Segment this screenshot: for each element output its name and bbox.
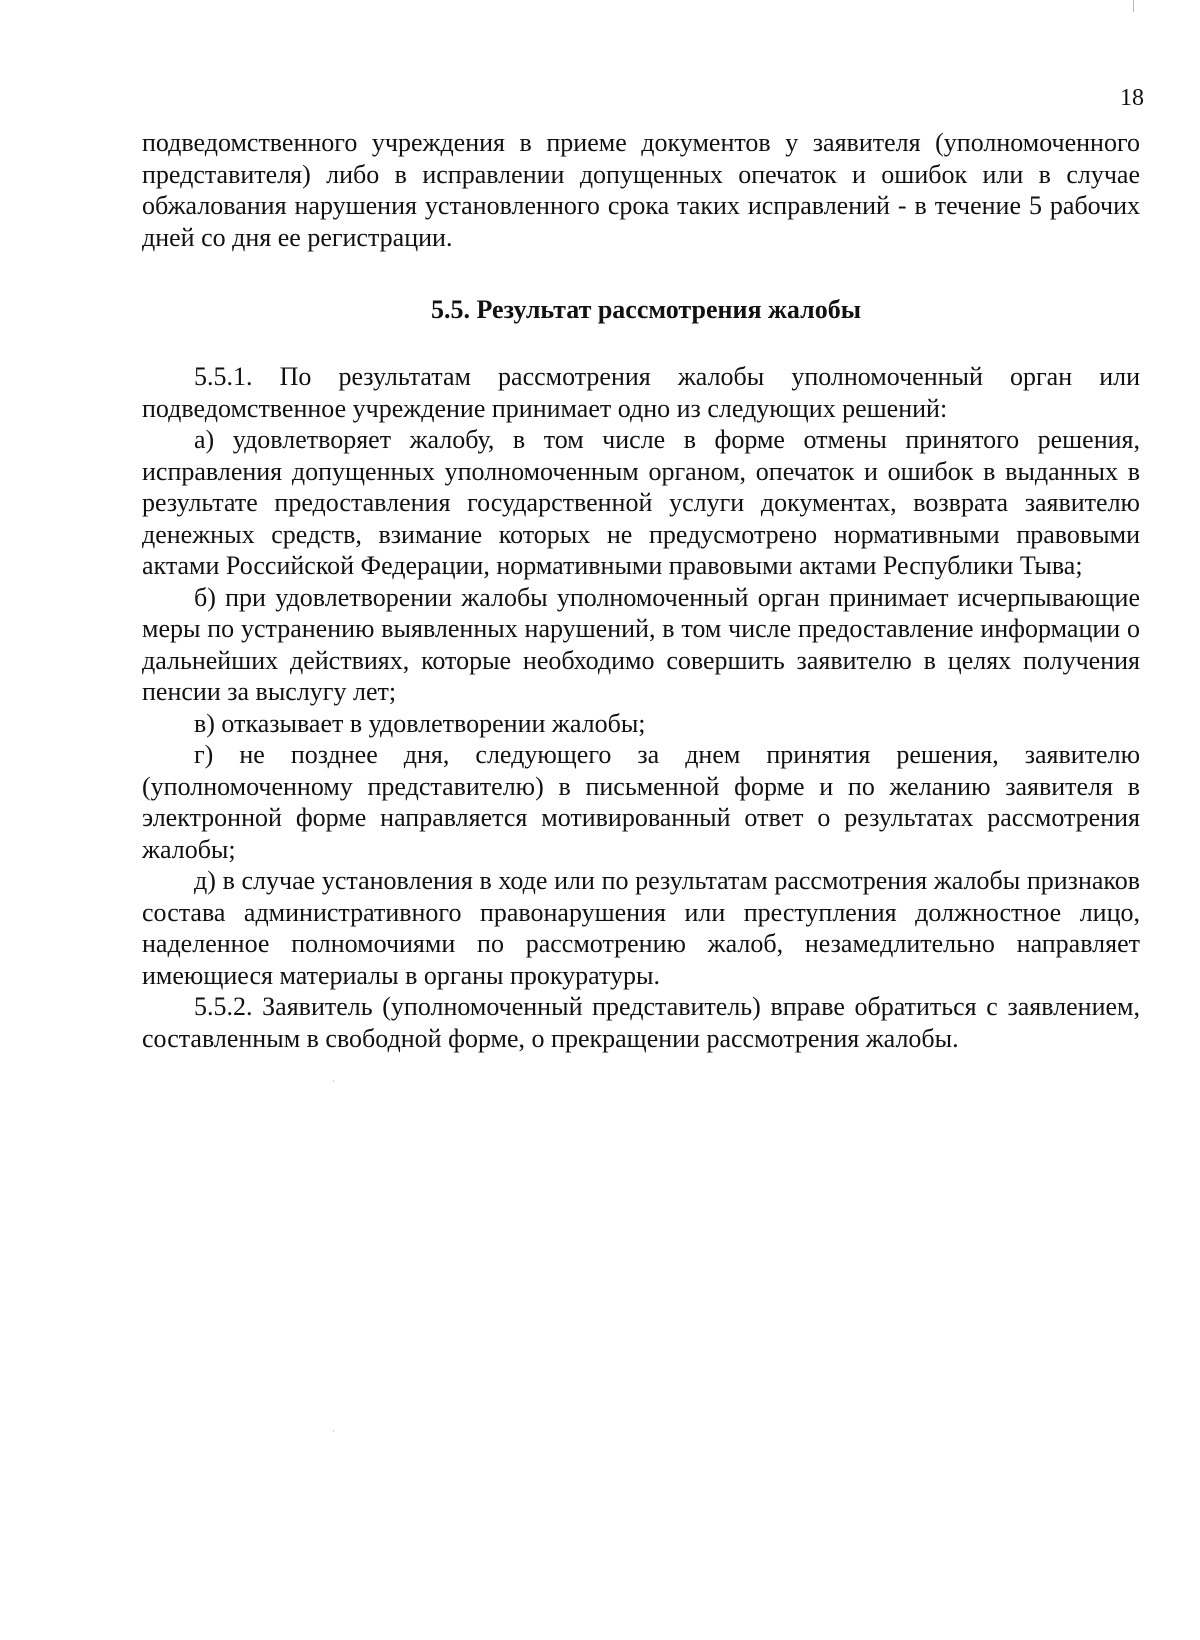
paragraph-5-5-2: 5.5.2. Заявитель (уполномоченный представитель) вправе обратиться с заявлением, составленным в свободной форме, о прекращении рассмотрения жалобы. bbox=[142, 992, 1140, 1053]
intro-paragraph: подведомственного учреждения в приеме документов у заявителя (уполномоченного представителя) либо в исправлении допущенных опечаток и ошибок или в случае обжалования нарушения установленного срока таких исправлений - в течение 5 рабочих дней со дня ее регистрации. bbox=[142, 128, 1140, 252]
scan-artifact-mark bbox=[333, 1430, 334, 1432]
paragraph-item-v: в) отказывает в удовлетворении жалобы; bbox=[194, 708, 646, 738]
section-heading: 5.5. Результат рассмотрения жалобы bbox=[430, 295, 861, 324]
paragraph-item-b: б) при удовлетворении жалобы уполномоченный орган принимает исчерпывающие меры по устранению выявленных нарушений, в том числе предоставление информации о дальнейших действиях, которые необходимо совершить заявителю в целях получения пенсии за выслугу лет; bbox=[142, 582, 1140, 706]
scan-artifact-mark bbox=[333, 1080, 334, 1082]
paragraph-item-d: д) в случае установления в ходе или по результатам рассмотрения жалобы признаков состава административного правонарушения или преступления должностное лицо, наделенное полномочиями по рассмотрению жалоб, незамедлительно направляет имеющиеся материалы в органы прокуратуры. bbox=[142, 866, 1140, 990]
document-body bbox=[142, 127, 1140, 1054]
paragraph-5-5-1: 5.5.1. По результатам рассмотрения жалобы уполномоченный орган или подведомственное учреждение принимает одно из следующих решений: bbox=[142, 362, 1140, 423]
scan-artifact-mark bbox=[1133, 0, 1134, 12]
paragraph-item-a: а) удовлетворяет жалобу, в том числе в форме отмены принятого решения, исправления допущенных уполномоченным органом, опечаток и ошибок в выданных в результате предоставления государственной услуги документах, возврата заявителю денежных средств, взимание которых не предусмотрено нормативными правовыми актами Российской Федерации, нормативными правовыми актами Республики Тыва; bbox=[142, 425, 1140, 580]
page-number: 18 bbox=[1120, 85, 1144, 111]
paragraph-item-g: г) не позднее дня, следующего за днем принятия решения, заявителю (уполномоченному представителю) в письменной форме и по желанию заявителя в электронной форме направляется мотивированный ответ о результатах рассмотрения жалобы; bbox=[142, 740, 1140, 864]
